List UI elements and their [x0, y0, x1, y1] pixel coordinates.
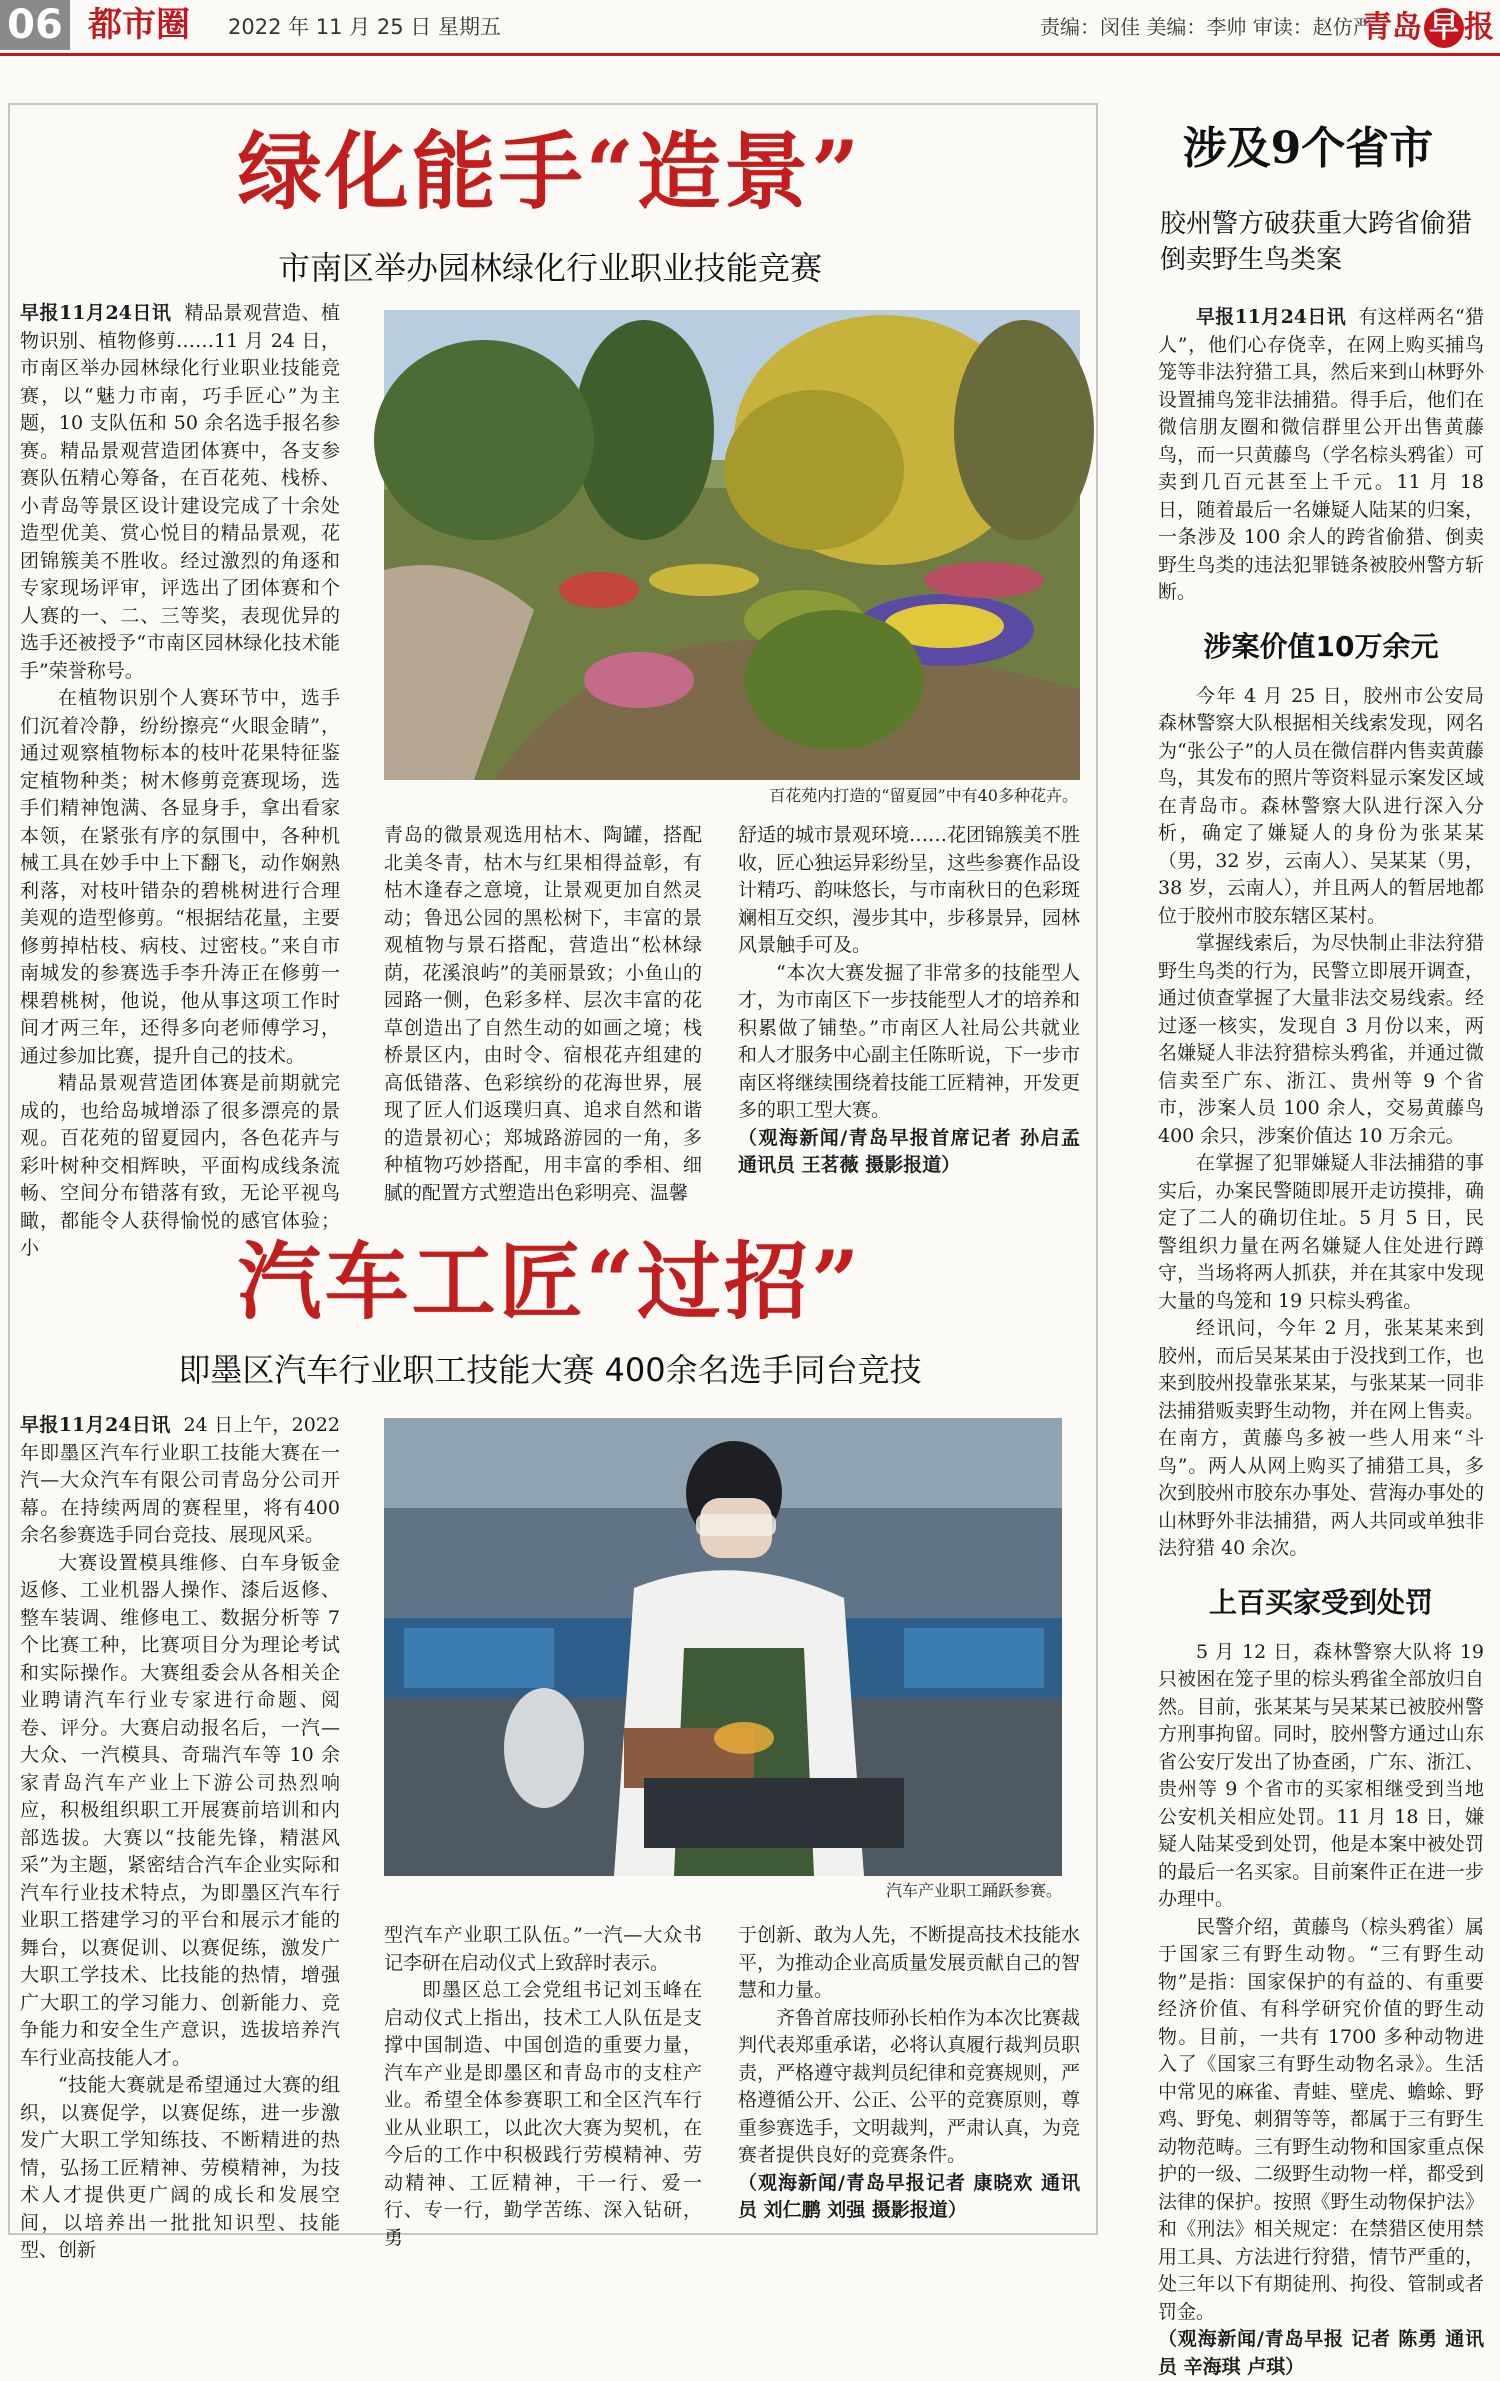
article1-column-2: [384, 822, 702, 1204]
garden-photo: [384, 310, 1080, 780]
article1-byline: （观海新闻/青岛早报首席记者 孙启孟 通讯员 王茗薇 摄影报道）: [738, 1126, 1080, 1176]
article2-para-2: 大赛设置模具维修、白车身钣金返修、工业机器人操作、漆后返修、整车装调、维修电工、数据分析等 7 个比赛工种，比赛项目分为理论考试和实际操作。大赛组委会从各相关企业聘请汽车行业专家进行命题、阅卷、评分。大赛启动报名后，一汽—大众、一汽模具、奇瑞汽车等 10 余家青岛汽车产业上下游公司热烈响应，积极组织职工开展赛前培训和内部选拔。大赛以“技能先锋，精湛风采”为主题，紧密结合汽车企业实际和汽车行业技术特点，为即墨区汽车行业职工搭建学习的平台和展示才能的舞台，以赛促训、以赛促练，激发广大职工学技术、比技能的热情，增强广大职工的学习能力、创新能力、竞争能力和安全生产意识，选拔培养汽车行业高技能人才。: [20, 1551, 340, 2069]
article1-para-6: “本次大赛发掘了非常多的技能型人才，为市南区下一步技能型人才的培养和积累做了铺垫。”市南区人社局公共就业和人才服务中心副主任陈昕说，下一步市南区将继续围绕着技能工匠精神，开发更多的职工型大赛。: [738, 961, 1081, 1121]
right-byline: （观海新闻/青岛早报 记者 陈勇 通讯员 辛海琪 卢琪）: [1158, 2328, 1484, 2378]
right-para-7: 民警介绍，黄藤鸟（棕头鸦雀）属于国家三有野生动物。“三有野生动物”是指：国家保护的有益的、有重要经济价值、有科学研究价值的野生动物。目前，一共有 1700 多种动物进入了《国家三有野生动物名录》。生活中常见的麻雀、青蛙、壁虎、蟾蜍、野鸡、野兔、刺猬等等，都属于三有野生动物范畴。三有野生动物和国家重点保护的一级、二级野生动物一样，都受到法律的保护。按照《野生动物保护法》和《刑法》相关规定：在禁猎区使用禁用工具、方法进行狩猎，情节严重的，处三年以下有期徒刑、拘役、管制或者罚金。: [1158, 1915, 1484, 2323]
right-para-3: 掌握线索后，为尽快制止非法狩猎野生鸟类的行为，民警立即展开调查，通过侦查掌握了大量非法交易线索。经过逐一核实，发现自 3 月份以来，两名嫌疑人非法狩猎棕头鸦雀，并通过微信卖至广东、浙江、贵州等 9 个省市，涉案人员 100 余人，交易黄藤鸟 400 余只，涉案价值达 10 万余元。: [1158, 932, 1484, 1147]
article1-para-2: 在植物识别个人赛环节中，选手们沉着冷静，纷纷擦亮“火眼金睛”，通过观察植物标本的枝叶花果特征鉴定植物种类；树木修剪竞赛现场，选手们精神饱满、各显身手，拿出看家本领，在紧张有序的氛围中，各种机械工具在妙手中上下翻飞，动作娴熟利落，对枝叶错杂的碧桃树进行合理美观的造型修剪。“根据结花量，主要修剪掉枯枝、病枝、过密枝。”来自市南城发的参赛选手李升涛正在修剪一棵碧桃树，他说，他从事这项工作时间才两三年，还得多向老师傅学习，通过参加比赛，提升自己的技术。: [20, 687, 340, 1067]
article1-para-4: 青岛的微景观选用枯木、陶罐，搭配北美冬青，枯木与红果相得益彰，有枯木逢春之意境，让景观更加自然灵动；鲁迅公园的黑松树下，丰富的景观植物与景石搭配，营造出“松林绿荫，花溪浪屿”的美丽景致；小鱼山的园路一侧，色彩多样、层次丰富的花草创造出了自然生动的如画之境；栈桥景区内，由时令、宿根花卉组建的高低错落、色彩缤纷的花海世界，展现了匠人们返璞归真、追求自然和谐的造景初心；郑城路游园的一角，多种植物巧妙搭配，用丰富的季相、细腻的配置方式塑造出色彩明亮、温馨: [384, 824, 702, 1204]
article2-byline: （观海新闻/青岛早报记者 康晓欢 通讯员 刘仁鹏 刘强 摄影报道）: [738, 2171, 1080, 2221]
article2-subtitle: 即墨区汽车行业职工技能大赛 400余名选手同台竞技: [178, 1351, 922, 1389]
logo-text: 青岛: [1362, 10, 1422, 45]
article2-para-7: 齐鲁首席技师孙长柏作为本次比赛裁判代表郑重承诺，必将认真履行裁判员职责，严格遵守裁判员纪律和竞赛规则，严格遵循公开、公正、公平的竞赛原则，尊重参赛选手，文明裁判，严肃认真，为竞赛者提供良好的竞赛条件。: [738, 2006, 1081, 2166]
editor-credits: 责编：闵佳 美编：李帅 审读：赵仿严: [1040, 15, 1373, 39]
article1-subtitle: 市南区举办园林绿化行业职业技能竞赛: [277, 249, 822, 287]
article1-photo-caption: 百花苑内打造的“留夏园”中有40多种花卉。: [769, 786, 1078, 805]
article1-para-5: 舒适的城市景观环境……花团锦簇美不胜收，匠心独运异彩纷呈，这些参赛作品设计精巧、韵味悠长，与市南秋日的色彩斑斓相互交织，漫步其中，步移景异，园林风景触手可及。: [738, 824, 1081, 956]
article2-para-1: [20, 1412, 340, 1550]
dateline: 早报11月24日讯: [20, 302, 172, 324]
article1-para-1: [20, 300, 340, 685]
article1-text: 精品景观营造、植物识别、植物修剪……11 月 24 日，市南区举办园林绿化行业职业技能竞赛，以“魅力市南，巧手匠心”为主题，10 支队伍和 50 余名选手报名参赛。精品景观营造团体赛中，各支参赛队伍精心筹备，在百花苑、栈桥、小青岛等景区设计建设完成了十余处造型优美、赏心悦目的精品景观，花团锦簇美不胜收。经过激烈的角逐和专家现场评审，评选出了团体赛和个人赛的一、二、三等奖，表现优异的选手还被授予“市南区园林绿化技术能手”荣誉称号。: [20, 302, 340, 682]
article2-para-6: 于创新、敢为人先，不断提高技术技能水平，为推动企业高质量发展贡献自己的智慧和力量。: [738, 1924, 1081, 2001]
right-text: 有这样两名“猎人”，他们心存侥幸，在网上购买捕鸟笼等非法狩猎工具，然后来到山林野外设置捕鸟笼非法捕猎。得手后，他们在微信朋友圈和微信群里公开出售黄藤鸟，而一只黄藤鸟（学名棕头鸦雀）可卖到几百元甚至上千元。11 月 18 日，随着最后一名嫌疑人陆某的归案，一条涉及 100 余人的跨省偷猎、倒卖野生鸟类的违法犯罪链条被胶州警方斩断。: [1158, 306, 1484, 603]
section-name: 都市圈: [88, 5, 190, 45]
right-article-title: 涉及9个省市: [1182, 123, 1434, 174]
right-para-6: 5 月 12 日，森林警察大队将 19 只被困在笼子里的棕头鸦雀全部放归自然。目前，张某某与吴某某已被胶州警方刑事拘留。同时，胶州警方通过山东省公安厅发出了协查函，广东、浙江、贵州等 9 个省市的买家相继受到当地公安机关相应处罚。11 月 18 日，嫌疑人陆某受到处罚，他是本案中被处罚的最后一名买家。目前案件正在进一步办理中。: [1158, 1640, 1484, 1910]
right-article-body: [1158, 304, 1484, 2378]
article2-para-4: 型汽车产业职工队伍。”一汽—大众书记李研在启动仪式上致辞时表示。: [384, 1924, 702, 1974]
article2-column-3: [738, 1922, 1080, 2222]
right-article-subtitle: 胶州警方破获重大跨省偷猎倒卖野生鸟类案: [1160, 209, 1473, 275]
article1-column-1: [20, 300, 340, 1259]
article1-column-3: [738, 822, 1080, 1180]
logo-mark: 早: [1424, 8, 1464, 48]
dateline: 早报11月24日讯: [20, 1414, 171, 1436]
dateline: 早报11月24日讯: [1196, 306, 1346, 328]
right-subhead-2: 上百买家受到处罚: [1208, 1585, 1433, 1619]
article2-text: 24 日上午，2022 年即墨区汽车行业职工技能大赛在一汽—大众汽车有限公司青岛分公司开幕。在持续两周的赛程里，将有400余名参赛选手同台竞技、展现风采。: [20, 1414, 340, 1546]
right-para-5: 经讯问，今年 2 月，张某某来到胶州，而后吴某某由于没找到工作，也来到胶州投靠张某某，与张某某一同非法捕猎贩卖野生动物，并在网上售卖。在南方，黄藤鸟多被一些人用来“斗鸟”。两人从网上购买了捕猎工具，多次到胶州市胶东办事处、营海办事处的山林野外非法捕猎，两人共同或单独非法狩猎 40 余次。: [1158, 1317, 1484, 1559]
right-para-4: 在掌握了犯罪嫌疑人非法捕猎的事实后，办案民警随即展开走访摸排，确定了二人的确切住址。5 月 5 日，民警组织力量在两名嫌疑人住处进行蹲守，当场将两人抓获，并在其家中发现大量的鸟笼和 19 只棕头鸦雀。: [1158, 1152, 1484, 1312]
header-rule: [0, 53, 1500, 56]
article2-column-1: [20, 1412, 340, 2261]
issue-date: 2022 年 11 月 25 日 星期五: [228, 15, 501, 39]
right-subhead-1: 涉案价值10万余元: [1203, 629, 1439, 663]
article2-para-3: “技能大赛就是希望通过大赛的组织，以赛促学，以赛促练，进一步激发广大职工学知练技、不断精进的热情，弘扬工匠精神、劳模精神，为技术人才提供更广阔的成长和发展空间，以培养出一批批知识型、技能型、创新: [20, 2074, 340, 2261]
article2-photo-caption: 汽车产业职工踊跃参赛。: [885, 1881, 1062, 1900]
newspaper-logo: [1362, 8, 1494, 48]
article2-column-2: [384, 1922, 702, 2249]
article2-para-5: 即墨区总工会党组书记刘玉峰在启动仪式上指出，技术工人队伍是支撑中国制造、中国创造的重要力量，汽车产业是即墨区和青岛市的支柱产业。希望全体参赛职工和全区汽车行业从业职工，以此次大赛为契机，在今后的工作中积极践行劳模精神、劳动精神、工匠精神，干一行、爱一行、专一行，勤学苦练、深入钻研，勇: [384, 1979, 702, 2249]
page-number: 06: [0, 0, 70, 50]
right-para-2: 今年 4 月 25 日，胶州市公安局森林警察大队根据相关线索发现，网名为“张公子”的人员在微信群内售卖黄藤鸟，其发布的照片等资料显示案发区域在青岛市。森林警察大队进行深入分析，确定了嫌疑人的身份为张某某（男，32 岁，云南人）、吴某某（男，38 岁，云南人），并且两人的暂居地都位于胶州市胶东辖区某村。: [1158, 684, 1484, 927]
article1-para-3: 精品景观营造团体赛是前期就完成的，也给岛城增添了很多漂亮的景观。百花苑的留夏园内，各色花卉与彩叶树种交相辉映，平面构成线条流畅、空间分布错落有致，无论平视鸟瞰，都能令人获得愉悦的感官体验；小: [20, 1072, 340, 1259]
article1-title: 绿化能手“造景”: [237, 122, 863, 221]
worker-photo: [384, 1418, 1062, 1876]
article2-title: 汽车工匠“过招”: [237, 1232, 863, 1331]
right-para-1: [1158, 304, 1484, 607]
logo-tail: 报: [1464, 10, 1494, 45]
